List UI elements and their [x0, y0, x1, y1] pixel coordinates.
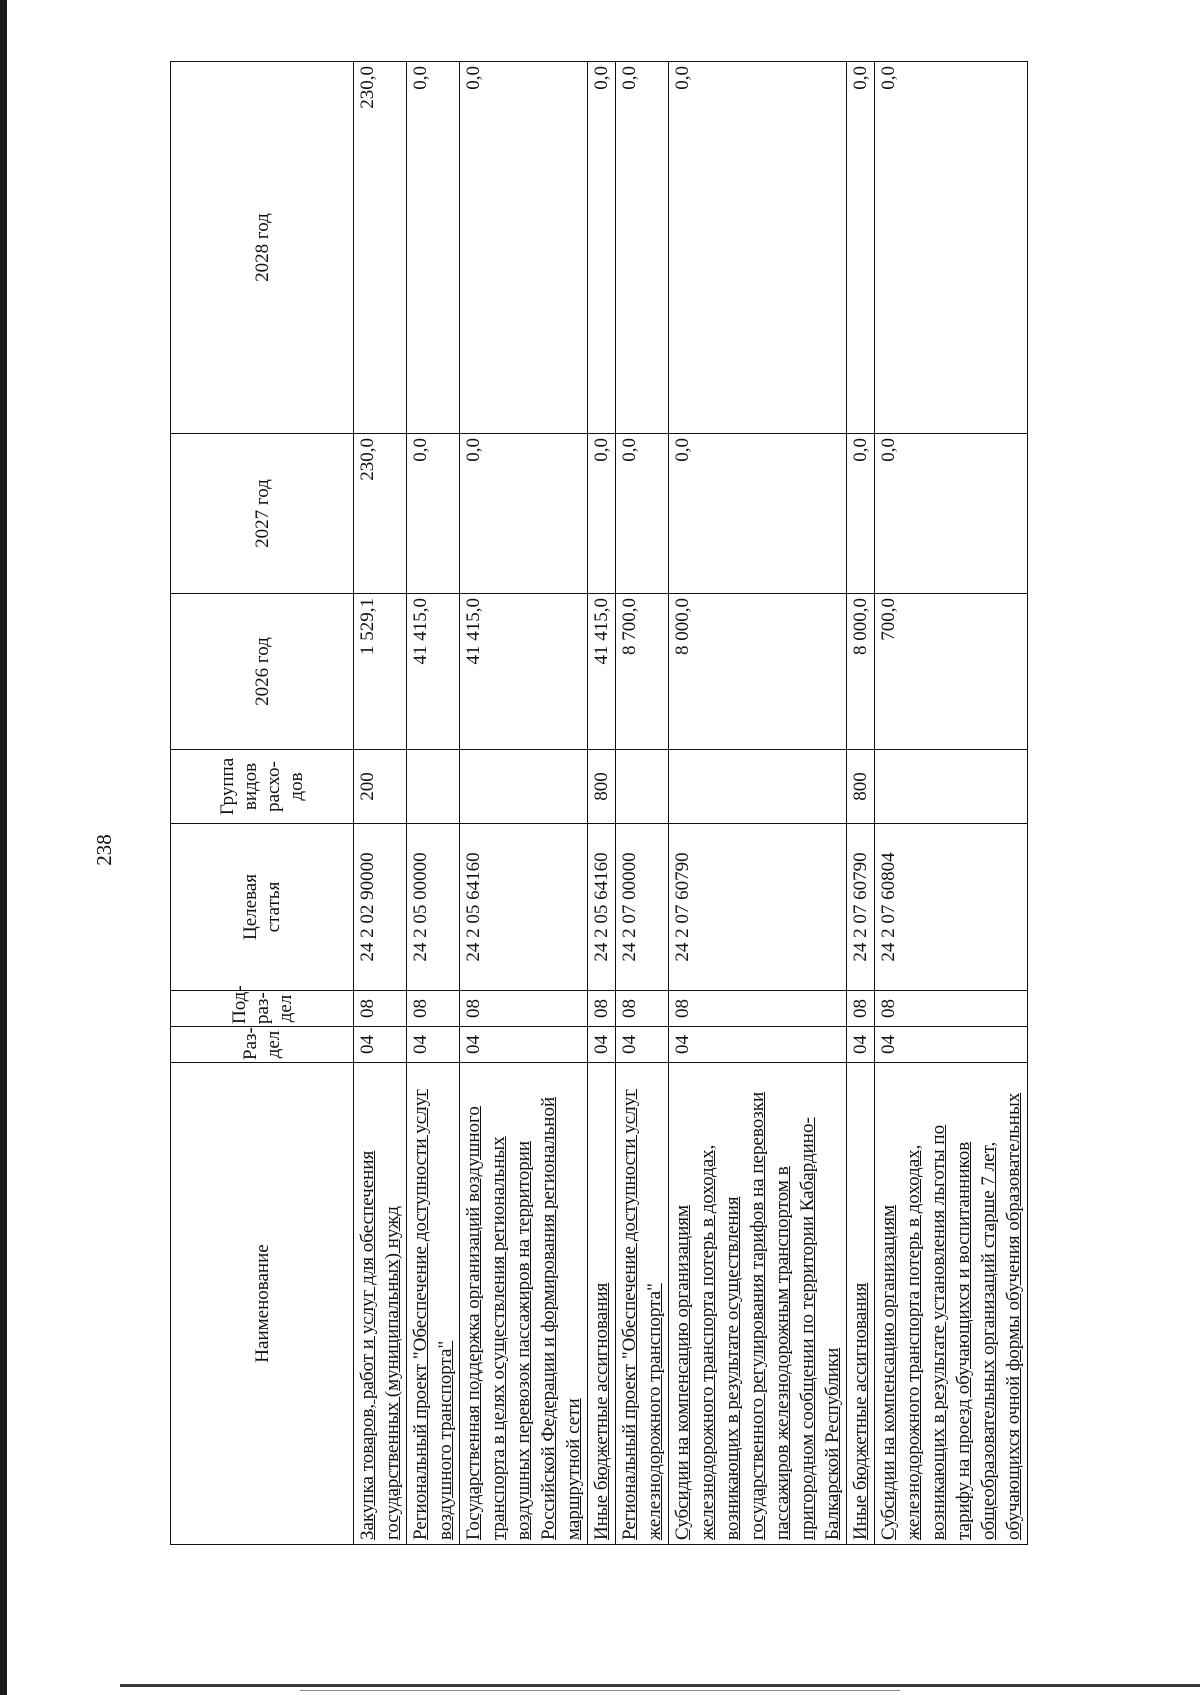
- budget-table: [170, 61, 1028, 1545]
- row-group: [616, 750, 669, 824]
- table-row: [847, 62, 875, 1545]
- row-section: 04: [407, 1027, 460, 1063]
- row-name: Иные бюджетные ассигнования: [847, 1063, 875, 1545]
- row-2026: 700,0: [875, 594, 1028, 750]
- header-section-line-2: дел: [263, 1030, 284, 1059]
- header-article: Целевая статья: [171, 824, 354, 991]
- row-subsection: 08: [875, 991, 1028, 1027]
- table-row: [460, 62, 588, 1545]
- row-subsection: 08: [407, 991, 460, 1027]
- header-group: Группа видов расхо- дов: [171, 750, 354, 824]
- row-2028: 0,0: [847, 62, 875, 434]
- table-header-row: [171, 62, 354, 1545]
- row-subsection: 08: [460, 991, 588, 1027]
- row-2026: 8 700,0: [616, 594, 669, 750]
- table-row: [616, 62, 669, 1545]
- row-2026: 41 415,0: [407, 594, 460, 750]
- header-section-line-1: Раз-: [240, 1027, 261, 1060]
- row-article: 24 2 05 64160: [460, 824, 588, 991]
- row-2028: 230,0: [354, 62, 407, 434]
- row-article: 24 2 02 90000: [354, 824, 407, 991]
- row-2027: 0,0: [460, 434, 588, 594]
- scan-left-edge: [0, 0, 7, 1695]
- row-article: 24 2 05 64160: [588, 824, 616, 991]
- row-group: [875, 750, 1028, 824]
- row-group: [669, 750, 847, 824]
- row-article: 24 2 07 00000: [616, 824, 669, 991]
- row-2027: 0,0: [669, 434, 847, 594]
- row-article: 24 2 07 60790: [847, 824, 875, 991]
- row-article: 24 2 05 00000: [407, 824, 460, 991]
- row-2026: 8 000,0: [847, 594, 875, 750]
- row-group: 800: [847, 750, 875, 824]
- row-section: 04: [588, 1027, 616, 1063]
- row-subsection: 08: [588, 991, 616, 1027]
- row-2027: 0,0: [588, 434, 616, 594]
- rotated-table-wrapper: [170, 62, 1200, 1545]
- row-2027: 0,0: [407, 434, 460, 594]
- header-2028: 2028 год: [171, 62, 354, 434]
- row-section: 04: [669, 1027, 847, 1063]
- table-row: [588, 62, 616, 1545]
- row-name: Субсидии на компенсацию организациям железнодорожного транспорта потерь в доходах, возникающих в результате установления льготы по тарифу на проезд обучающихся и воспитанников общеобразовательных организаций старше 7 лет, обучающихся очной формы обучения образовательных: [875, 1063, 1028, 1545]
- row-2026: 8 000,0: [669, 594, 847, 750]
- row-article: 24 2 07 60790: [669, 824, 847, 991]
- row-group: [407, 750, 460, 824]
- row-2028: 0,0: [588, 62, 616, 434]
- row-name: Региональный проект "Обеспечение доступности услуг железнодорожного транспорта": [616, 1063, 669, 1545]
- row-group: 200: [354, 750, 407, 824]
- header-subsection: Под- раз- дел: [171, 991, 354, 1027]
- row-2026: 1 529,1: [354, 594, 407, 750]
- row-2027: 230,0: [354, 434, 407, 594]
- row-2027: 0,0: [616, 434, 669, 594]
- page-number: 238: [92, 834, 116, 866]
- row-2026: 41 415,0: [588, 594, 616, 750]
- table-row: [875, 62, 1028, 1545]
- scan-bottom-rule-thin: [300, 1690, 900, 1691]
- scan-bottom-rule: [120, 1684, 1200, 1687]
- row-subsection: 08: [847, 991, 875, 1027]
- row-2028: 0,0: [875, 62, 1028, 434]
- row-name: Субсидии на компенсацию организациям железнодорожного транспорта потерь в доходах, возникающих в результате осуществления государственного регулирования тарифов на перевозки пассажиров железнодорожным транспортом в пригородном сообщении по территории Кабардино-Балкарской Республики: [669, 1063, 847, 1545]
- row-article: 24 2 07 60804: [875, 824, 1028, 991]
- table-row: [669, 62, 847, 1545]
- row-2027: 0,0: [875, 434, 1028, 594]
- row-section: 04: [847, 1027, 875, 1063]
- header-2026: 2026 год: [171, 594, 354, 750]
- row-section: 04: [354, 1027, 407, 1063]
- row-2027: 0,0: [847, 434, 875, 594]
- header-section: [171, 1027, 354, 1063]
- row-section: 04: [616, 1027, 669, 1063]
- header-2027: 2027 год: [171, 434, 354, 594]
- row-subsection: 08: [616, 991, 669, 1027]
- row-2028: 0,0: [669, 62, 847, 434]
- row-name: Региональный проект "Обеспечение доступности услуг воздушного транспорта": [407, 1063, 460, 1545]
- row-2028: 0,0: [616, 62, 669, 434]
- row-name: Иные бюджетные ассигнования: [588, 1063, 616, 1545]
- row-group: 800: [588, 750, 616, 824]
- row-group: [460, 750, 588, 824]
- row-2026: 41 415,0: [460, 594, 588, 750]
- row-section: 04: [460, 1027, 588, 1063]
- row-name: Государственная поддержка организаций воздушного транспорта в целях осуществления региональных воздушных перевозок пассажиров на территории Российской Федерации и формирования региональной маршрутной сети: [460, 1063, 588, 1545]
- row-2028: 0,0: [460, 62, 588, 434]
- row-section: 04: [875, 1027, 1028, 1063]
- row-subsection: 08: [669, 991, 847, 1027]
- row-name: Закупка товаров, работ и услуг для обеспечения государственных (муниципальных) нужд: [354, 1063, 407, 1545]
- header-name: Наименование: [171, 1063, 354, 1545]
- row-2028: 0,0: [407, 62, 460, 434]
- table-row: [407, 62, 460, 1545]
- table-row: [354, 62, 407, 1545]
- row-subsection: 08: [354, 991, 407, 1027]
